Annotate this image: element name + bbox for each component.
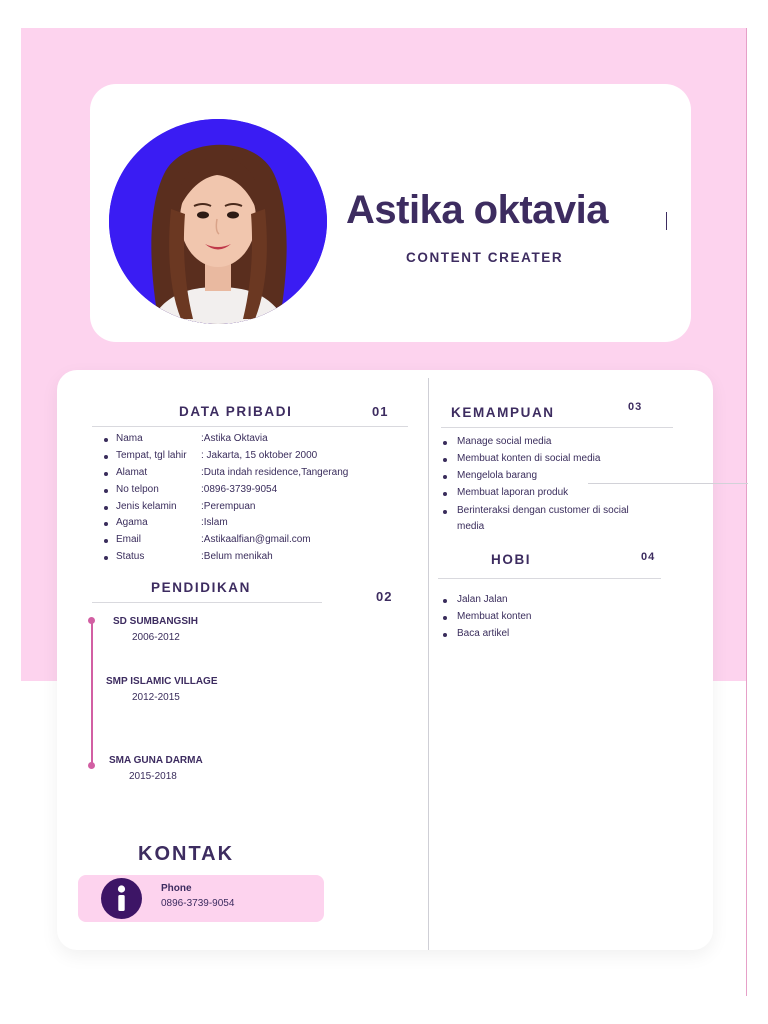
skill-text: Berinteraksi dengan customer di social xyxy=(457,505,629,516)
kemampuan-title: KEMAMPUAN xyxy=(451,405,555,420)
hobby-text: Baca artikel xyxy=(457,628,510,639)
info-value: :Perempuan xyxy=(201,501,256,512)
text-cursor xyxy=(666,212,667,230)
info-value: :Duta indah residence,Tangerang xyxy=(201,467,349,478)
profile-photo xyxy=(109,119,327,324)
bullet xyxy=(443,441,447,445)
job-title: CONTENT CREATER xyxy=(406,250,564,265)
info-icon xyxy=(101,878,142,919)
stray-line xyxy=(588,483,748,484)
info-value: : Jakarta, 15 oktober 2000 xyxy=(201,450,318,461)
person-name: Astika oktavia xyxy=(346,188,609,232)
skill-text: Manage social media xyxy=(457,436,552,447)
bullet xyxy=(443,510,447,514)
skill-text: Mengelola barang xyxy=(457,470,538,481)
info-label: Agama xyxy=(116,517,148,528)
column-divider xyxy=(428,378,429,950)
timeline-dot xyxy=(88,617,95,624)
school-years: 2006-2012 xyxy=(132,632,180,643)
skill-text: Membuat konten di social media xyxy=(457,453,601,464)
info-value: :Astika Oktavia xyxy=(201,433,268,444)
bullet xyxy=(104,472,108,476)
info-label: Tempat, tgl lahir xyxy=(116,450,187,461)
contact-label: Phone xyxy=(161,883,192,894)
skill-text: Membuat laporan produk xyxy=(457,487,569,498)
info-label: Email xyxy=(116,534,142,545)
section-divider xyxy=(441,427,673,428)
school-years: 2012-2015 xyxy=(132,692,180,703)
info-value: :0896-3739-9054 xyxy=(201,484,278,495)
bullet xyxy=(104,522,108,526)
hobby-text: Membuat konten xyxy=(457,611,532,622)
bullet xyxy=(104,539,108,543)
info-value: :Islam xyxy=(201,517,228,528)
school-name: SMP ISLAMIC VILLAGE xyxy=(106,676,218,687)
section-divider xyxy=(92,602,322,603)
bullet xyxy=(104,489,108,493)
bullet xyxy=(443,633,447,637)
info-label: Jenis kelamin xyxy=(116,501,177,512)
bullet xyxy=(443,458,447,462)
kemampuan-number: 03 xyxy=(628,401,643,413)
hobi-title: HOBI xyxy=(491,552,532,567)
info-value: :Belum menikah xyxy=(201,551,273,562)
page-edge-line xyxy=(746,28,747,996)
bullet xyxy=(104,455,108,459)
section-divider xyxy=(438,578,661,579)
info-label: Status xyxy=(116,551,145,562)
bullet xyxy=(104,438,108,442)
data-pribadi-title: DATA PRIBADI xyxy=(179,404,293,419)
bullet xyxy=(443,492,447,496)
skill-text: media xyxy=(457,521,485,532)
school-name: SMA GUNA DARMA xyxy=(109,755,203,766)
contact-phone: 0896-3739-9054 xyxy=(161,898,235,909)
hobi-number: 04 xyxy=(641,551,656,563)
school-name: SD SUMBANGSIH xyxy=(113,616,199,627)
pendidikan-title: PENDIDIKAN xyxy=(151,580,252,595)
bullet xyxy=(104,556,108,560)
bullet xyxy=(443,616,447,620)
hobby-text: Jalan Jalan xyxy=(457,594,508,605)
info-label: Alamat xyxy=(116,467,148,478)
info-value: :Astikaalfian@gmail.com xyxy=(201,534,311,545)
bullet xyxy=(443,475,447,479)
school-years: 2015-2018 xyxy=(129,771,177,782)
pendidikan-number: 02 xyxy=(376,589,393,604)
bullet xyxy=(443,599,447,603)
kontak-title: KONTAK xyxy=(138,843,235,865)
education-timeline xyxy=(91,620,93,765)
section-divider xyxy=(92,426,408,427)
timeline-dot xyxy=(88,762,95,769)
info-label: Nama xyxy=(116,433,143,444)
bullet xyxy=(104,506,108,510)
data-pribadi-number: 01 xyxy=(372,404,389,419)
info-label: No telpon xyxy=(116,484,159,495)
